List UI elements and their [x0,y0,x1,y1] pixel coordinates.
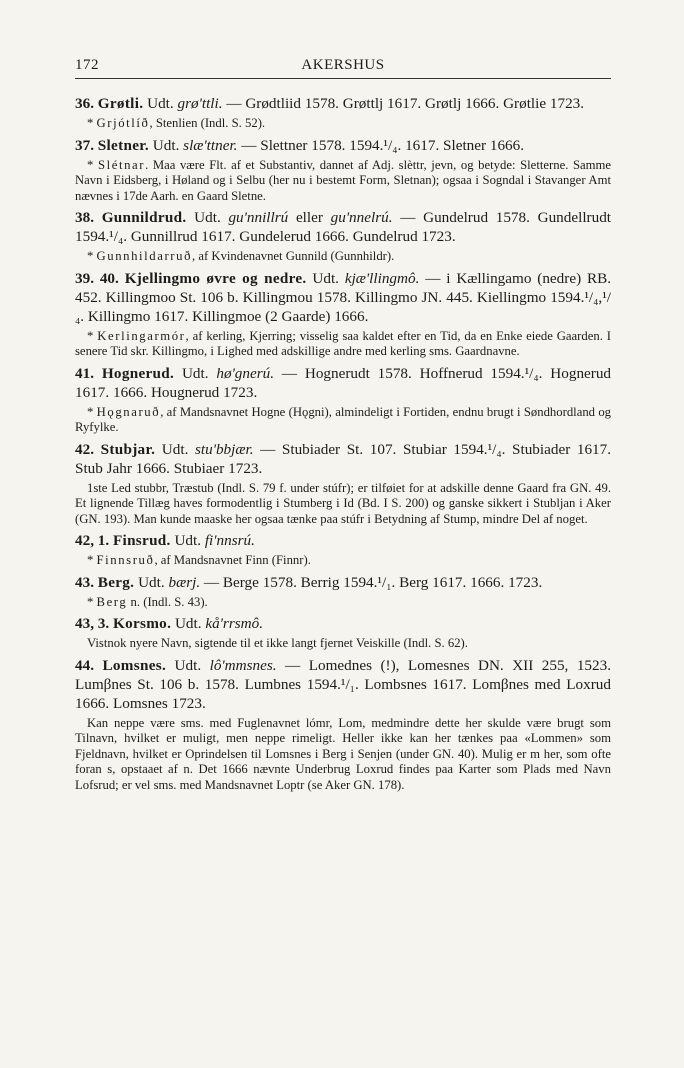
old-norse-form: Gunnhildarruð [96,249,193,263]
entry-number: 37. [75,136,94,154]
entry-number: 42. [75,440,94,458]
etymology-note [75,405,611,436]
entry-heading [75,440,611,478]
old-norse-form: Berg [96,594,128,609]
entry-number: 41. [75,364,94,382]
historical-forms: — i Kællingamo (nedre) RB. 452. Killingmoo St. 106 b. Killingmou 1578. Killingmo JN. 445. Kiellingmo 1594.¹/₄,¹/₄. Killingmo 1617. Killingmoe (2 Gaarde) 1666. [75,269,612,325]
pronunciation: stu'bbjær. [194,440,254,458]
etymology-note [75,595,611,611]
note-marker: * [87,594,97,609]
farm-name: Hognerud. [101,364,175,382]
etymology-note [75,553,611,569]
entry [75,440,611,528]
pronunciation-label: Udt. [138,573,165,591]
page-header [75,57,611,77]
note-text: , af Mandsnavnet Finn (Finnr). [154,553,311,567]
pronunciation-alt: gu'nnelrú. [330,209,393,226]
entry [75,94,611,132]
entry-number: 39. 40. [75,269,119,287]
pronunciation-label: Udt. [194,209,221,226]
entry-number: 44. [75,656,94,674]
entry-number: 43. [75,573,94,591]
entry-heading [75,94,611,113]
farm-name: Berg. [97,573,135,591]
page-number: 172 [75,57,99,73]
running-title: AKERSHUS [301,57,385,73]
entry-heading [75,573,611,592]
entry [75,614,611,652]
entry-number: 43, 3. [75,615,110,632]
historical-forms: — Stubiader St. 107. Stubiar 1594.¹/₄. Stubiader 1617. Stub Jahr 1666. Stubiaer 1723. [75,440,612,477]
farm-name: Lomsnes. [102,656,167,674]
farm-name: Gunnildrud. [101,209,187,226]
entry-heading [75,614,611,633]
pronunciation: grø'ttli. [177,95,223,112]
note-text: , af Kvindenavnet Gunnild (Gunnhildr). [192,249,395,263]
entry [75,656,611,794]
note-text: , af Mandsnavnet Hogne (Hǫgni), almindeligt i Fortiden, endnu brugt i Søndhordland og Ryfylke. [75,404,612,434]
note-text: Vistnok nyere Navn, sigtende til et ikke langt fjernet Veiskille (Indl. S. 62). [87,636,468,650]
etymology-note [75,329,611,360]
farm-name: Korsmo. [112,615,172,632]
etymology-note [75,481,611,528]
farm-name: Kjellingmo øvre og nedre. [124,269,307,287]
farm-name: Sletner. [97,136,149,154]
entry-heading [75,136,611,155]
note-marker: * [87,249,97,263]
historical-forms: — Gundelrud 1578. Gundellrudt 1594.¹/₄. Gunnillrud 1617. Gundelerud 1666. Gundelrud 1723. [75,209,612,245]
pronunciation-label: Udt. [174,532,202,549]
header-rule [75,78,611,79]
note-text: 1ste Led stubbr, Træstub (Indl. S. 79 f. under stúfr); er tilføiet for at adskille denne Gaard fra GN. 49. Et lignende Tillæg haves formodentlig i Stumberg i Id (Bd. I S. 200) og ganske sikkert i Stubljan i Aker (GN. 193). Man kunde maaske her ogsaa tænke paa stúfr i Betydning af Stump, mindre Del af noget. [75,480,611,526]
entry-heading [75,531,611,550]
note-marker: * [87,553,97,567]
pronunciation: fi'nnsrú. [204,532,255,549]
farm-name: Stubjar. [100,440,156,458]
note-text: . Maa være Flt. af et Substantiv, dannet af Adj. slèttr, jevn, og betyde: Sletterne. Samme Navn i Eidsberg, i Høland og i Selbu (her nu i bestemt Form, Sletnan); ogsaa i Sogndal i Stavanger Amt nævnes i 17de Aarh. en Gaard Sletne. [75,157,612,203]
old-norse-form: Slétnar [97,157,146,172]
pronunciation-label: Udt. [174,656,202,674]
old-norse-form: Finnsruð [96,553,155,567]
entry-number: 36. [75,95,94,112]
pronunciation: lô'mmsnes. [209,656,277,674]
entry-number: 42, 1. [75,532,110,549]
entry-heading [75,269,611,326]
pronunciation: slæ'ttner. [183,136,238,154]
note-marker: * [87,157,98,172]
note-text: , af kerling, Kjerring; visselig saa kaldet efter en Tid, da en Enke eiede Gaarden. I senere Tid skr. Killingmo, i Lighed med adskillige andre med kerling sms. Gaardnavne. [75,328,612,358]
pronunciation: bærj. [168,573,201,591]
etymology-note [75,158,611,205]
note-marker: * [87,116,97,130]
pronunciation: kjæ'llingmô. [344,269,420,287]
pronunciation-label: Udt. [161,440,189,458]
pronunciation-label: Udt. [312,269,339,287]
entry [75,531,611,569]
etymology-note [75,249,611,265]
pronunciation: hø'gnerú. [216,364,275,382]
pronunciation-label: Udt. [147,95,174,112]
etymology-note [75,716,611,794]
entry [75,136,611,205]
pronunciation-label: Udt. [181,364,209,382]
entry-heading [75,208,611,246]
pronunciation-label: Udt. [152,136,180,154]
page-body [75,94,611,797]
note-text: n. (Indl. S. 43). [127,594,208,609]
note-text: Kan neppe være sms. med Fuglenavnet lómr, Lom, medmindre dette her skulde være brugt som Tilnavn, hvilket er muligt, men neppe rimeligt. Heller ikke kan her tænkes paa «Lommen» som Fjeldnavn, hvilket er Oprindelsen til Lomsnes i Berg i Senjen (under GN. 40). Mulig er m her, som ofte foran s, opstaaet af n. Det 1666 nævnte Underbrug Loxrud findes paa Karter som Plads med Navn Lofsrud; er vel sms. med Mandsnavnet Loptr (se Aker GN. 178). [75,715,611,792]
historical-forms: — Slettner 1578. 1594.¹/₄. 1617. Sletner 1666. [237,136,525,154]
old-norse-form: Kerlingarmór [97,328,186,343]
entry [75,364,611,436]
note-text: , Stenlien (Indl. S. 52). [149,116,266,130]
etymology-note [75,636,611,652]
old-norse-form: Grjótlíð [96,116,150,130]
pronunciation-label: Udt. [174,615,202,632]
note-marker: * [87,328,98,343]
historical-forms: — Grødtliid 1578. Grøttlj 1617. Grøtlj 1666. Grøtlie 1723. [222,95,585,112]
entry [75,573,611,611]
entry-heading [75,656,611,713]
farm-name: Finsrud. [112,532,171,549]
entry-number: 38. [75,209,94,226]
historical-forms: — Berge 1578. Berrig 1594.¹/₁. Berg 1617. 1666. 1723. [200,573,543,591]
entry [75,269,611,360]
pronunciation-connector: eller [288,209,331,226]
note-marker: * [87,404,97,419]
historical-forms: — Hognerudt 1578. Hoffnerud 1594.¹/₄. Hognerud 1617. 1666. Hougnerud 1723. [75,364,612,401]
pronunciation: kå'rrsmô. [205,615,264,632]
old-norse-form: Hǫgnaruð [96,404,161,419]
farm-name: Grøtli. [97,95,144,112]
historical-forms: — Lomednes (!), Lomesnes DN. XII 255, 1523. Lumβnes St. 106 b. 1578. Lumbnes 1594.¹/₁. Lombsnes 1617. Lomβnes med Loxrud 1666. Lomsnes 1723. [75,656,611,712]
etymology-note [75,116,611,132]
entry [75,208,611,265]
pronunciation: gu'nnillrú [228,209,289,226]
entry-heading [75,364,611,402]
